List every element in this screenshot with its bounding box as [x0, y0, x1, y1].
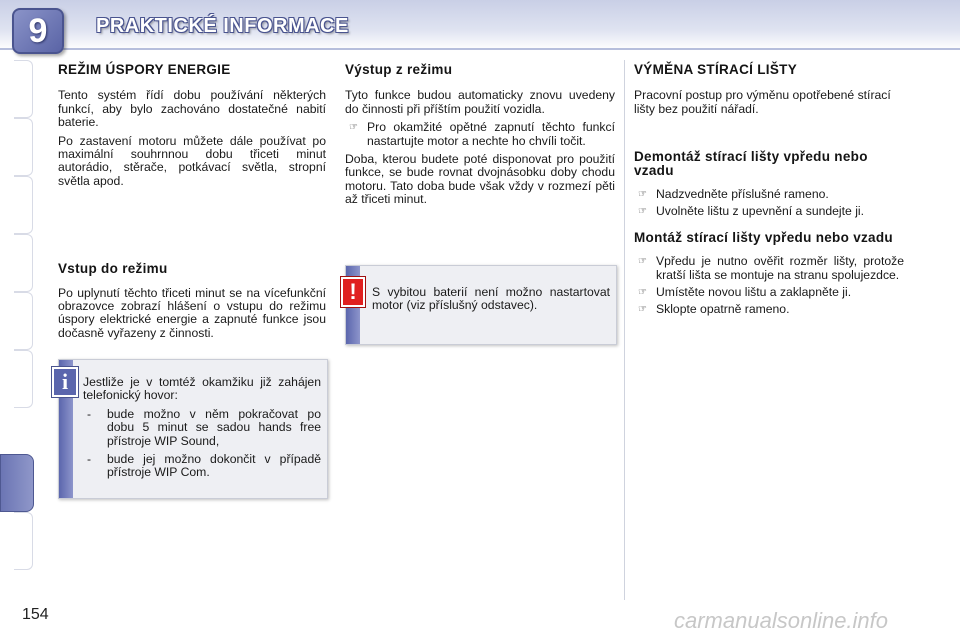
chapter-badge	[12, 8, 64, 54]
chapter-number: 9	[28, 12, 48, 50]
info-item-text: bude možno v něm pokračovat po dobu 5 minut se sadou hands free přístroje WIP Sound,	[107, 406, 321, 448]
info-list-item	[83, 453, 321, 480]
bullet-text: Umístěte novou lištu a zaklapněte ji.	[656, 285, 852, 300]
section-heading: VÝMĚNA STÍRACÍ LIŠTY	[634, 62, 798, 77]
dash-marker: -	[87, 406, 92, 421]
paragraph: Tento systém řídí dobu používání některých funkcí, aby bylo zachováno dostatečné nabití baterie.	[58, 88, 326, 130]
paragraph: Po uplynutí těchto třiceti minut se na vícefunkční obrazovce zobrazí hlášení o vstupu do režimu úspory elektrické energie a zapnuté funkce jsou dočasně vyřazeny z činnosti.	[58, 285, 326, 340]
chapter-tab-active[interactable]	[0, 454, 34, 512]
bullet-text: Nadzvedněte příslušné rameno.	[656, 187, 829, 202]
subsection-heading: Vstup do režimu	[58, 261, 168, 277]
hand-pointer-icon: ☞	[638, 206, 647, 218]
chapter-tab[interactable]	[14, 292, 33, 350]
info-box	[58, 359, 328, 499]
header-divider	[0, 48, 960, 50]
column-exit-mode	[345, 58, 615, 207]
bullet-text: Pro okamžité opětné zapnutí těchto funkcí nastartujte motor a nechte ho chvíli točit.	[367, 120, 615, 148]
bullet-item	[345, 121, 615, 148]
chapter-tab[interactable]	[14, 118, 33, 176]
column-divider	[624, 60, 625, 600]
dash-marker: -	[87, 452, 92, 467]
info-icon: i	[52, 367, 78, 397]
chapter-tab[interactable]	[14, 60, 33, 118]
chapter-title: PRAKTICKÉ INFORMACE	[96, 15, 349, 37]
paragraph: Tyto funkce budou automaticky znovu uvedeny do činnosti při příštím použití vozidla.	[345, 88, 615, 116]
chapter-tab[interactable]	[14, 512, 33, 570]
info-item-text: bude jej možno dokončit v případě přístroje WIP Com.	[107, 452, 321, 480]
bullet-text: Uvolněte lištu z upevnění a sundejte ji.	[656, 204, 864, 219]
hand-pointer-icon: ☞	[349, 122, 358, 134]
bullet-item	[634, 303, 904, 316]
watermark-url: carmanualsonline.info	[674, 608, 889, 633]
bullet-item	[634, 188, 904, 201]
paragraph: Doba, kterou budete poté disponovat pro použití funkce, se bude rovnat dvojnásobku doby chodu motoru. Tato doba bude však vždy v rozmezí pěti až třiceti minut.	[345, 152, 615, 207]
hand-pointer-icon: ☞	[638, 304, 647, 316]
subsection-heading: Montáž stírací lišty vpředu nebo vzadu	[634, 229, 893, 245]
chapter-tab[interactable]	[14, 234, 33, 292]
column-energy-saving	[58, 58, 326, 340]
bullet-item	[634, 205, 904, 218]
warning-icon: !	[341, 277, 365, 307]
warning-box	[345, 265, 617, 345]
bullet-item	[634, 286, 904, 299]
chapter-tab[interactable]	[14, 350, 33, 408]
bullet-item	[634, 255, 904, 282]
chapter-tab[interactable]	[14, 176, 33, 234]
subsection-heading: Demontáž stírací lišty vpředu nebo vzadu	[634, 149, 868, 178]
page-number: 154	[22, 606, 49, 623]
hand-pointer-icon: ☞	[638, 189, 647, 201]
hand-pointer-icon: ☞	[638, 256, 647, 268]
info-intro: Jestliže je v tomtéž okamžiku již zahájen telefonický hovor:	[83, 375, 321, 403]
column-wiper-blade	[634, 58, 904, 317]
warning-text: S vybitou baterií není možno nastartovat motor (viz příslušný odstavec).	[372, 285, 610, 313]
subsection-heading: Výstup z režimu	[345, 62, 453, 77]
info-list-item	[83, 408, 321, 448]
bullet-text: Sklopte opatrně rameno.	[656, 302, 790, 317]
paragraph: Po zastavení motoru můžete dále používat po maximální souhrnnou dobu třiceti minut autorádio, stěrače, potkávací světla, stropní světla apod.	[58, 133, 326, 188]
bullet-text: Vpředu je nutno ověřit rozměr lišty, protože kratší lišta se montuje na stranu spolujezdce.	[656, 254, 904, 282]
chapter-tab-strip	[0, 60, 36, 580]
info-box-content	[83, 376, 321, 480]
section-heading: REŽIM ÚSPORY ENERGIE	[58, 62, 231, 77]
paragraph: Pracovní postup pro výměnu opotřebené stírací lišty bez použití nářadí.	[634, 88, 891, 116]
hand-pointer-icon: ☞	[638, 287, 647, 299]
